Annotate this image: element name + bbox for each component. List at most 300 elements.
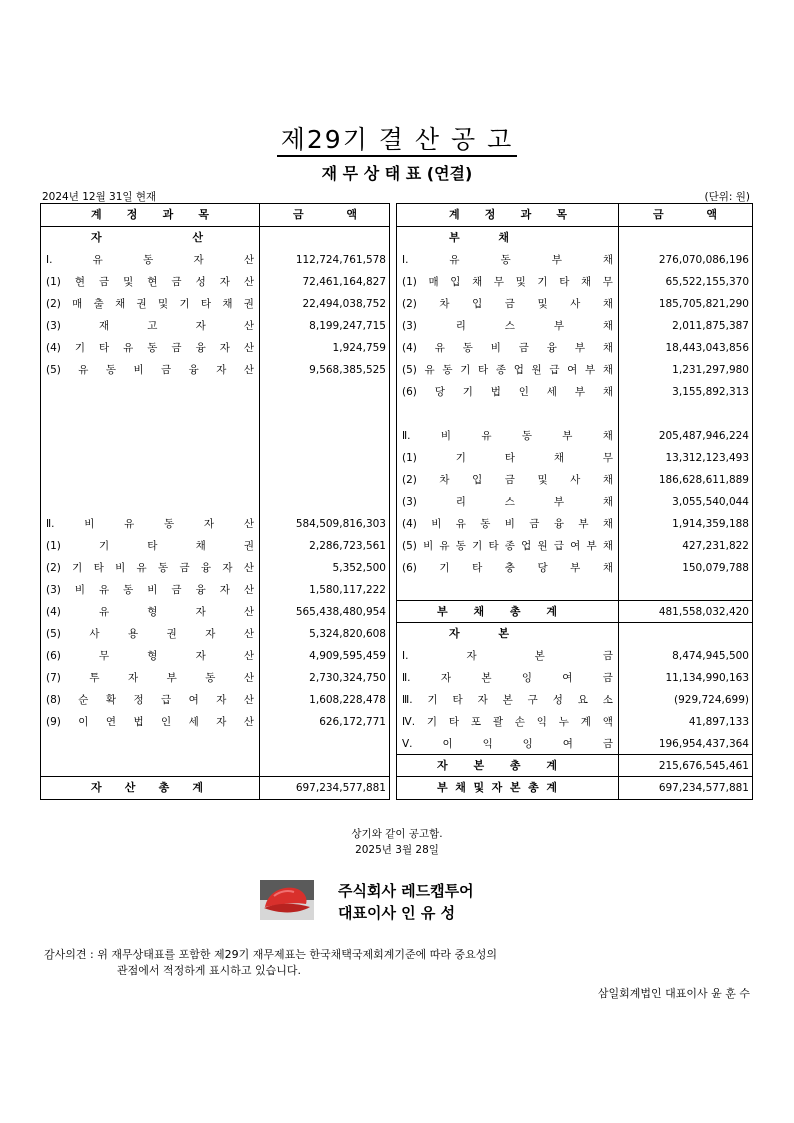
account-name-part: 급 [549,364,560,376]
account-name-part: (5) [46,628,61,640]
assets-column [40,203,390,800]
account-name-part: (4) [46,606,61,618]
account-name-part: 금 [171,276,182,288]
account-name-part: 자 [222,562,233,574]
table-row [41,535,389,557]
account-name-part: 채 [602,342,613,354]
account-name [293,204,357,226]
account-name-part: 채 [602,386,613,398]
account-name-part: 타 [472,562,483,574]
account-name-part: 부 [574,386,585,398]
account-name-part: 스 [504,320,515,332]
account-name-part: 산 [243,342,254,354]
table-row [397,337,752,359]
account-name-part: 동 [143,254,154,266]
account-name [402,513,613,535]
account-name-part: 법 [133,716,144,728]
amount-value: 186,628,611,889 [658,474,749,486]
account-name-part: 채 [602,540,613,552]
account-name-part: 산 [124,781,136,794]
account-name-part: 여 [567,364,578,376]
account-name-part: 부 [553,496,564,508]
account-name-part: 확 [105,694,117,706]
amount-value: 3,155,892,313 [672,386,749,398]
company-name: 주식회사 레드캡투어 [338,882,474,900]
account-name-part: 타 [504,452,515,464]
account-name [46,645,254,667]
account-name-part: 형 [147,606,158,618]
account-name-part: 채 [222,298,233,310]
account-name-part: (4) [402,342,417,354]
account-name-part: (5) [402,364,417,376]
account-name [46,249,254,271]
account-name-part: (3) [402,320,417,332]
account-name-part: 자 [219,584,230,596]
account-name-part: 업 [513,364,524,376]
account-name-part: 자 [216,364,227,376]
account-name-part: 금 [504,474,515,486]
account-name-part: 산 [243,694,254,706]
account-name-part: 자 [437,759,448,772]
table-row [397,425,752,447]
table-row [41,271,389,293]
account-name-part: 부 [574,342,585,354]
account-name-part: 금 [179,562,190,574]
table-row [41,579,389,601]
account-name-part: 동 [462,342,473,354]
account-name-part: 부 [562,430,573,442]
account-name-part: 동 [123,584,134,596]
account-name [46,689,254,711]
account-name-part: 액 [346,208,357,221]
account-name-part: (5) [46,364,61,376]
account-name-part: 타 [448,716,459,728]
table-row [397,579,752,601]
account-name-part: 계 [546,605,557,618]
account-name [402,667,613,689]
account-name [449,227,509,249]
table-row [397,249,752,271]
grand-total-amount: 697,234,577,881 [658,782,749,794]
account-name [402,535,613,557]
account-name-part: 용 [127,628,139,640]
account-name-part: 자 [466,650,477,662]
table-row [41,293,389,315]
account-name [402,733,613,755]
account-name-part: 및 [123,276,134,288]
table-row [397,557,752,579]
account-name-part: 부 [166,672,177,684]
account-name-part: 유 [439,540,450,552]
account-name-part: 산 [243,672,254,684]
amount-value: 185,705,821,290 [658,298,749,310]
account-name-part: 부 [578,518,589,530]
account-name-part: 기 [460,364,471,376]
table-row [41,755,389,777]
account-name-part: 액 [602,716,613,728]
account-name-part: 유 [124,518,135,530]
account-name-part: 무 [99,650,110,662]
account-name-part: (3) [46,584,61,596]
amount-value: 9,568,385,525 [309,364,386,376]
account-name-part: 기 [472,540,483,552]
account-name-part: 비 [115,562,126,574]
account-name-part: Ⅰ. [46,254,53,266]
amount-value: 565,438,480,954 [295,606,386,618]
amount-value: 65,522,155,370 [665,276,749,288]
table-row [397,381,752,403]
account-name-part: 고 [147,320,158,332]
account-name-part: (2) [402,298,417,310]
table-row [41,513,389,535]
account-name-part: 자 [216,716,227,728]
account-name [402,557,613,579]
account-name-part: 채 [195,540,206,552]
account-name-part: 계 [449,208,460,221]
account-name-part: 매 [72,298,83,310]
account-name-part: 채 [115,298,126,310]
table-row [397,689,752,711]
account-name-part: 권 [166,628,177,640]
account-name-part: Ⅳ. [402,716,416,728]
account-name-part: 유 [123,342,134,354]
account-name-part: 채 [602,562,613,574]
account-name-part: 차 [439,474,450,486]
account-name-part: 자 [219,276,230,288]
account-name-part: 부 [437,605,448,618]
account-name-part: 자 [440,672,451,684]
account-name-part: 법 [490,386,501,398]
table-row [397,711,752,733]
account-name-part: 자 [91,231,102,244]
account-name-part: 부 [586,540,597,552]
account-name-part: 총 [528,781,539,794]
account-name [91,204,209,226]
account-name-part: 성 [195,276,206,288]
account-name-part: 총 [158,781,170,794]
amount-value: 72,461,164,827 [302,276,386,288]
account-name-part: 비 [74,584,86,596]
account-name-part: 본 [502,694,513,706]
amount-value: 8,474,945,500 [672,650,749,662]
account-name-part: 및 [157,298,169,310]
account-name-part: 계 [580,716,591,728]
table-row [41,711,389,733]
account-name-part: 기 [462,386,473,398]
table-row [397,447,752,469]
audit-opinion-line2: 관점에서 적정하게 표시하고 있습니다. [117,964,302,977]
account-name [46,557,254,579]
account-name-part: 비 [504,518,515,530]
account-name-part: 동 [157,562,169,574]
account-name-part: 자 [477,694,488,706]
account-name-part: 리 [455,320,466,332]
account-name [46,667,254,689]
account-name-part: 채 [472,276,483,288]
account-name-part: 채 [602,254,613,266]
account-name-part: 기 [455,452,466,464]
account-name-part: 순 [78,694,89,706]
table-row [397,491,752,513]
account-name-part: 잉 [522,738,533,750]
amount-value: 5,324,820,608 [309,628,386,640]
account-name-part: 채 [580,276,592,288]
account-name-part: 융 [546,342,557,354]
account-name-part: 권 [243,298,254,310]
account-name-part: 동 [164,518,175,530]
table-row [41,469,389,491]
account-name-part: 타 [99,342,110,354]
account-name-part: (5) [402,540,417,552]
amount-value: 215,676,545,461 [658,760,749,772]
account-name-part: 현 [147,276,158,288]
account-name-part: 산 [243,364,254,376]
account-name-part: 익 [482,738,493,750]
table-row [41,359,389,381]
table-row [397,403,752,425]
amount-value: 584,509,816,303 [295,518,386,530]
report-date: 2024년 12월 31일 현재 [42,191,157,203]
account-name [402,381,613,403]
account-name-part: 권 [136,298,147,310]
account-name-part: (9) [46,716,61,728]
section-row [41,227,389,249]
subtotal-row [397,755,752,777]
account-name [46,315,254,337]
account-name-part: 정 [484,208,496,221]
account-name-part: 과 [162,208,174,221]
account-name-part: 여 [570,540,581,552]
account-name-part: 현 [74,276,86,288]
amount-value: 11,134,990,163 [665,672,749,684]
account-name-part: 유 [424,364,435,376]
account-name-part: 금 [518,342,529,354]
account-name-part: 본 [534,650,545,662]
table-row [41,645,389,667]
account-name-part: 무 [602,276,613,288]
auditor-name: 삼일회계법인 대표이사 윤 훈 수 [597,987,750,1000]
account-name [46,711,254,733]
account-name-part: 동 [105,364,117,376]
account-name-part: 채 [498,231,509,244]
account-name-part: (8) [46,694,61,706]
account-name-part: 입 [472,298,483,310]
account-name-part: Ⅱ. [46,518,55,530]
amount-value: 1,608,228,478 [309,694,386,706]
table-row [41,733,389,755]
account-name-part: 매 [428,276,439,288]
account-name-part: 비 [147,584,158,596]
account-name-part: 유 [99,606,110,618]
account-name-part: 부 [585,364,596,376]
table-row [41,667,389,689]
account-name-part: 인 [161,716,172,728]
amount-value: 1,231,297,980 [672,364,749,376]
account-name-part: 동 [455,540,466,552]
account-name [46,513,254,535]
table-row [41,315,389,337]
account-name-part: 이 [442,738,453,750]
account-name-part: 누 [558,716,569,728]
company-logo-icon [260,880,314,920]
account-name [402,711,613,733]
amount-value: 112,724,761,578 [295,254,386,266]
account-name [46,359,254,381]
account-name-part: 본 [473,759,485,772]
account-name-part: 원 [537,540,548,552]
account-name-part: 유 [449,254,460,266]
account-name-part: 부 [437,781,448,794]
account-name-part: 리 [455,496,466,508]
unit-label: (단위: 원) [704,191,750,203]
balance-sheet-table [40,203,753,800]
account-name-part: Ⅴ. [402,738,413,750]
table-row [397,359,752,381]
account-name-part: 유 [136,562,147,574]
company-signature [338,880,474,924]
amount-value: 150,079,788 [682,562,749,574]
account-name-part: 입 [450,276,461,288]
amount-value: 13,312,123,493 [665,452,749,464]
account-name [402,447,613,469]
account-name [449,623,509,645]
account-name-part: 유 [92,254,103,266]
account-name-part: 계 [546,781,557,794]
account-name-part: 당 [434,386,445,398]
account-name-part: 산 [243,562,254,574]
account-name-part: 비 [490,342,501,354]
account-name-part: 기 [537,276,548,288]
account-name-part: 부 [449,231,460,244]
account-name [402,425,613,447]
announcement-text: 상기와 같이 공고함. [351,828,443,840]
account-name-part: 자 [195,606,206,618]
account-name-part: 융 [195,584,206,596]
amount-value: 1,580,117,222 [309,584,386,596]
account-name-part: (6) [402,386,417,398]
account-name-part: 차 [439,298,450,310]
liabilities-equity-column [396,203,753,800]
account-name-part: 산 [243,650,254,662]
amount-value: 22,494,038,752 [302,298,386,310]
account-name-part: 동 [521,430,532,442]
account-name-part: 형 [147,650,158,662]
account-name-part: 출 [93,298,104,310]
account-name [653,204,717,226]
account-name-part: 타 [478,364,489,376]
grand-total-amount: 697,234,577,881 [295,782,386,794]
column-divider [259,204,260,799]
account-name-part: 산 [243,518,254,530]
table-row [397,513,752,535]
account-name-part: 부 [551,254,562,266]
table-row [41,601,389,623]
account-name-part: 여 [562,672,573,684]
account-name-part: 융 [188,364,199,376]
amount-value: 2,011,875,387 [672,320,749,332]
account-name-part: 액 [706,208,717,221]
account-name-part: 자 [195,320,206,332]
account-name [46,579,254,601]
account-name-part: 목 [556,208,567,221]
account-name-part: (1) [46,276,61,288]
account-name-part: 금 [529,518,540,530]
account-name-part: 채 [602,518,613,530]
account-name-part: 계 [91,208,102,221]
account-name-part: 익 [536,716,547,728]
amount-value: 3,055,540,044 [672,496,749,508]
amount-value: 2,730,324,750 [309,672,386,684]
amount-value: 4,909,595,459 [309,650,386,662]
account-name-part: 자 [91,781,102,794]
amount-value: 1,924,759 [332,342,386,354]
account-name-part: 이 [78,716,89,728]
account-name-part: 유 [455,518,466,530]
account-name-part: 자 [203,518,215,530]
table-row [41,425,389,447]
table-row [41,557,389,579]
table-row [41,337,389,359]
account-name-part: 사 [570,474,581,486]
amount-value: 626,172,771 [319,716,386,728]
amount-value: 5,352,500 [332,562,386,574]
account-name-part: 채 [553,452,564,464]
account-name-part: 동 [500,254,511,266]
amount-value: 41,897,133 [688,716,749,728]
account-name [91,227,203,249]
account-name-part: 자 [195,650,206,662]
account-name-part: (2) [402,474,417,486]
account-name-part: 산 [192,231,203,244]
account-name-part: 비 [84,518,95,530]
account-name-part: 부 [570,562,581,574]
amount-value: 2,286,723,561 [309,540,386,552]
table-row [41,403,389,425]
account-name-part: 과 [520,208,532,221]
account-name-part: 자 [127,672,139,684]
account-name-part: 금 [161,364,172,376]
account-name-part: 기 [99,540,110,552]
account-name-part: 본 [509,781,521,794]
account-name-part: 세 [546,386,557,398]
account-name-part: 자 [205,628,216,640]
account-name-part: 원 [531,364,542,376]
account-name-part: (2) [46,562,61,574]
account-name-part: 채 [602,298,613,310]
account-name [46,337,254,359]
account-name-part: (3) [402,496,417,508]
account-name-part: 금 [293,208,304,221]
account-name-part: 및 [473,781,485,794]
table-row [397,293,752,315]
account-name-part: 인 [518,386,529,398]
account-name-part: 금 [653,208,664,221]
account-name-part: 타 [559,276,570,288]
amount-value: 427,231,822 [682,540,749,552]
account-name-part: 및 [537,298,548,310]
account-name [402,249,613,271]
account-name-part: 무 [602,452,613,464]
ceo-name: 대표이사 인 유 성 [338,904,456,922]
account-name-part: 부 [553,320,564,332]
account-name-part: 자 [193,254,204,266]
account-name-part: 동 [480,518,491,530]
account-name-part: 충 [504,562,515,574]
table-row [397,535,752,557]
table-row [397,733,752,755]
account-name-part: Ⅰ. [402,650,409,662]
account-name-part: 비 [431,518,442,530]
